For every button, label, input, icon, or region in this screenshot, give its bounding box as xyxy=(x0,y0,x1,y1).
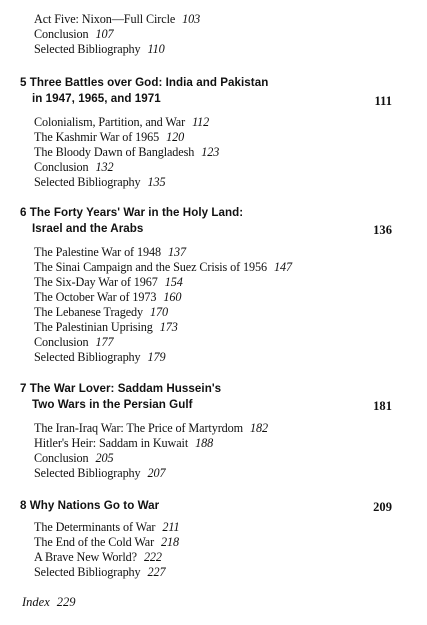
chapter-title-line2: Israel and the Arabs xyxy=(32,222,144,235)
chapter-title: Why Nations Go to War xyxy=(29,499,160,512)
toc-entry: Colonialism, Partition, and War 112 xyxy=(34,115,210,129)
chapter-title: The War Lover: Saddam Hussein's xyxy=(29,382,222,395)
toc-entry: A Brave New World? 222 xyxy=(34,550,162,564)
toc-entry: The Six-Day War of 1967 154 xyxy=(34,275,183,289)
chapter-page: 209 xyxy=(373,500,392,514)
toc-entry: Conclusion 205 xyxy=(34,451,114,465)
chapter-number: 8 xyxy=(20,499,27,512)
chapter-heading-7 xyxy=(20,381,392,413)
chapter-page: 181 xyxy=(373,399,392,413)
chapter-title: Three Battles over God: India and Pakistan xyxy=(29,76,269,89)
chapter-title-line2: in 1947, 1965, and 1971 xyxy=(32,92,161,105)
chapter-heading-8 xyxy=(20,498,392,514)
toc-entry: Selected Bibliography 227 xyxy=(34,565,166,579)
toc-entry: The Sinai Campaign and the Suez Crisis of 1956 147 xyxy=(34,260,293,274)
toc-entry: The October War of 1973 160 xyxy=(34,290,182,304)
toc-entry: The Kashmir War of 1965 120 xyxy=(34,130,185,144)
toc-entry: The Lebanese Tragedy 170 xyxy=(34,305,168,319)
chapter-number: 6 xyxy=(20,206,27,219)
chapter-page: 111 xyxy=(374,94,392,108)
chapter-number: 5 xyxy=(20,76,27,89)
toc-entry: The Determinants of War 211 xyxy=(34,520,180,534)
toc-entry: Act Five: Nixon—Full Circle 103 xyxy=(34,12,201,26)
chapter-title: The Forty Years' War in the Holy Land: xyxy=(29,206,244,219)
toc-entry: The Palestine War of 1948 137 xyxy=(34,245,186,259)
toc-entry: Conclusion 107 xyxy=(34,27,114,41)
chapter-heading-5 xyxy=(20,75,392,107)
chapter-heading-6 xyxy=(20,205,392,237)
toc-entry: The Palestinian Uprising 173 xyxy=(34,320,178,334)
toc-entry: Selected Bibliography 207 xyxy=(34,466,166,480)
toc-entry: The End of the Cold War 218 xyxy=(34,535,180,549)
chapter-page: 136 xyxy=(373,223,392,237)
chapter-title-line2: Two Wars in the Persian Gulf xyxy=(32,398,193,411)
toc-entry: Conclusion 132 xyxy=(34,160,114,174)
toc-entry: Selected Bibliography 110 xyxy=(34,42,165,56)
toc-index-entry: Index 229 xyxy=(22,595,76,609)
toc-entry: Hitler's Heir: Saddam in Kuwait 188 xyxy=(34,436,214,450)
chapter-number: 7 xyxy=(20,382,27,395)
toc-entry: Conclusion 177 xyxy=(34,335,114,349)
toc-entry: Selected Bibliography 179 xyxy=(34,350,166,364)
toc-entry: The Bloody Dawn of Bangladesh 123 xyxy=(34,145,220,159)
toc-entry: The Iran-Iraq War: The Price of Martyrdom 182 xyxy=(34,421,269,435)
toc-entry: Selected Bibliography 135 xyxy=(34,175,166,189)
